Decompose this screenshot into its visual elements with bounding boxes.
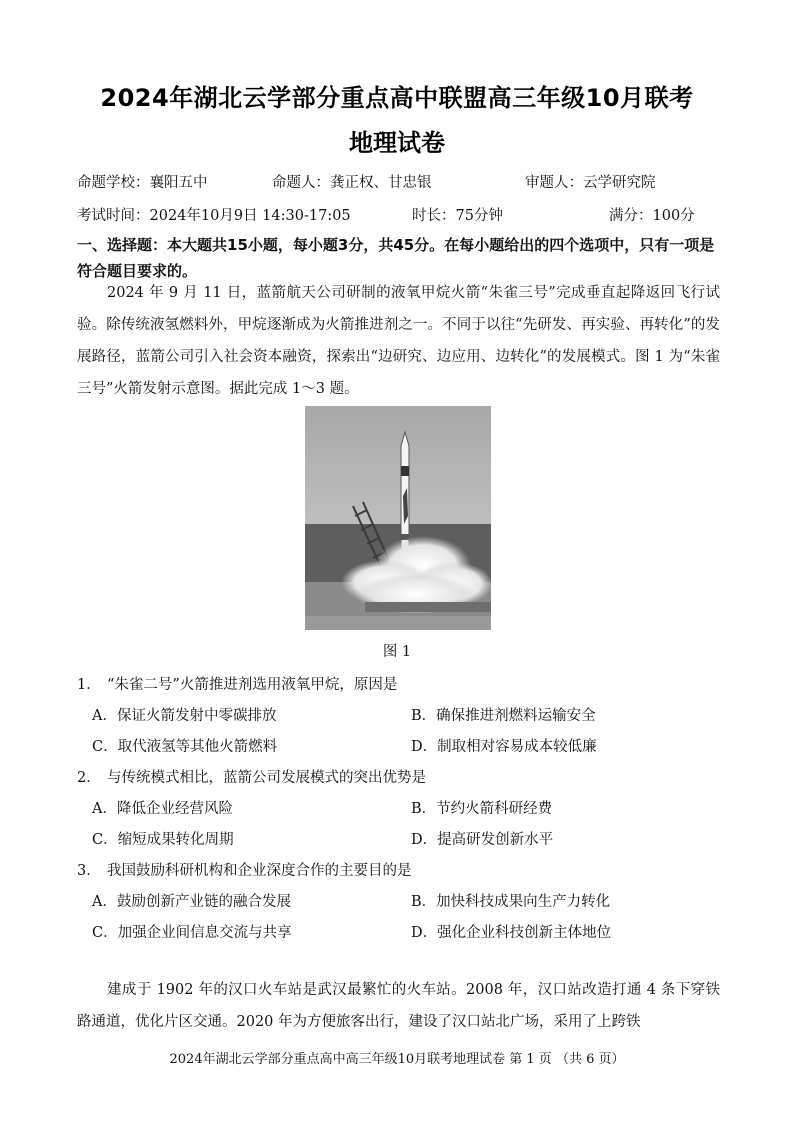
question-stem: 我国鼓励科研机构和企业深度合作的主要目的是 bbox=[107, 863, 412, 879]
page-footer: 2024年湖北云学部分重点高中高三年级10月联考地理试卷 第 1 页 （共 6 页） bbox=[169, 1052, 625, 1067]
section-heading: 一、选择题：本大题共15小题，每小题3分，共45分。在每小题给出的四个选项中，只有一项是符合题目要求的。 bbox=[77, 236, 715, 280]
meta-duration: 时长：75分钟 bbox=[412, 208, 503, 224]
question-number: 1． bbox=[77, 677, 101, 693]
question-2 bbox=[77, 766, 426, 787]
passage-rocket: 2024 年 9 月 11 日，蓝箭航天公司研制的液氧甲烷火箭“朱雀三号”完成垂直起降返回飞行试验。除传统液氢燃料外，甲烷逐渐成为火箭推进剂之一。不同于以往“先研发、再实验、再转化”的发展路径，蓝箭公司引入社会资本融资，探索出“边研究、边应用、边转化”的发展模式。图 1 为“朱雀三号”火箭发射示意图。据此完成 1～3 题。 bbox=[77, 285, 720, 397]
option-1d: D．制取相对容易成本较低廉 bbox=[411, 739, 597, 755]
meta-score: 满分：100分 bbox=[609, 208, 695, 224]
meta-author: 命题人：龚正权、甘忠银 bbox=[272, 175, 432, 191]
option-3b: B．加快科技成果向生产力转化 bbox=[411, 894, 611, 910]
figure-caption: 图 1 bbox=[382, 644, 412, 660]
exam-subject: 地理试卷 bbox=[349, 129, 445, 157]
option-1b: B．确保推进剂燃料运输安全 bbox=[411, 708, 596, 724]
option-1a: A．保证火箭发射中零碳排放 bbox=[92, 708, 277, 724]
option-2a: A．降低企业经营风险 bbox=[92, 801, 233, 817]
question-stem: “朱雀二号”火箭推进剂选用液氧甲烷，原因是 bbox=[107, 677, 398, 693]
option-2d: D．提高研发创新水平 bbox=[411, 832, 554, 848]
option-2c: C．缩短成果转化周期 bbox=[92, 832, 234, 848]
exam-title: 2024年湖北云学部分重点高中联盟高三年级10月联考 bbox=[100, 84, 694, 112]
launch-pad bbox=[365, 602, 491, 612]
meta-time: 考试时间：2024年10月9日 14:30-17:05 bbox=[77, 208, 351, 224]
option-2b: B．节约火箭科研经费 bbox=[411, 801, 553, 817]
meta-reviewer: 审题人：云学研究院 bbox=[525, 175, 656, 191]
option-3a: A．鼓励创新产业链的融合发展 bbox=[92, 894, 291, 910]
question-number: 2． bbox=[77, 770, 101, 786]
meta-school: 命题学校：襄阳五中 bbox=[77, 175, 208, 191]
option-3c: C．加强企业间信息交流与共享 bbox=[92, 925, 292, 941]
question-3 bbox=[77, 859, 412, 880]
passage-hankou-station: 建成于 1902 年的汉口火车站是武汉最繁忙的火车站。2008 年，汉口站改造打通 4 条下穿铁路通道，优化片区交通。2020 年为方便旅客出行，建设了汉口站北广场，采用了上跨铁 bbox=[77, 982, 720, 1030]
question-stem: 与传统模式相比，蓝箭公司发展模式的突出优势是 bbox=[107, 770, 426, 786]
rocket bbox=[401, 432, 409, 554]
option-3d: D．强化企业科技创新主体地位 bbox=[411, 925, 612, 941]
option-1c: C．取代液氢等其他火箭燃料 bbox=[92, 739, 278, 755]
question-1 bbox=[77, 673, 397, 694]
rocket-launch-figure bbox=[305, 406, 491, 630]
rocket-launch-image bbox=[305, 406, 491, 630]
question-number: 3． bbox=[77, 863, 101, 879]
